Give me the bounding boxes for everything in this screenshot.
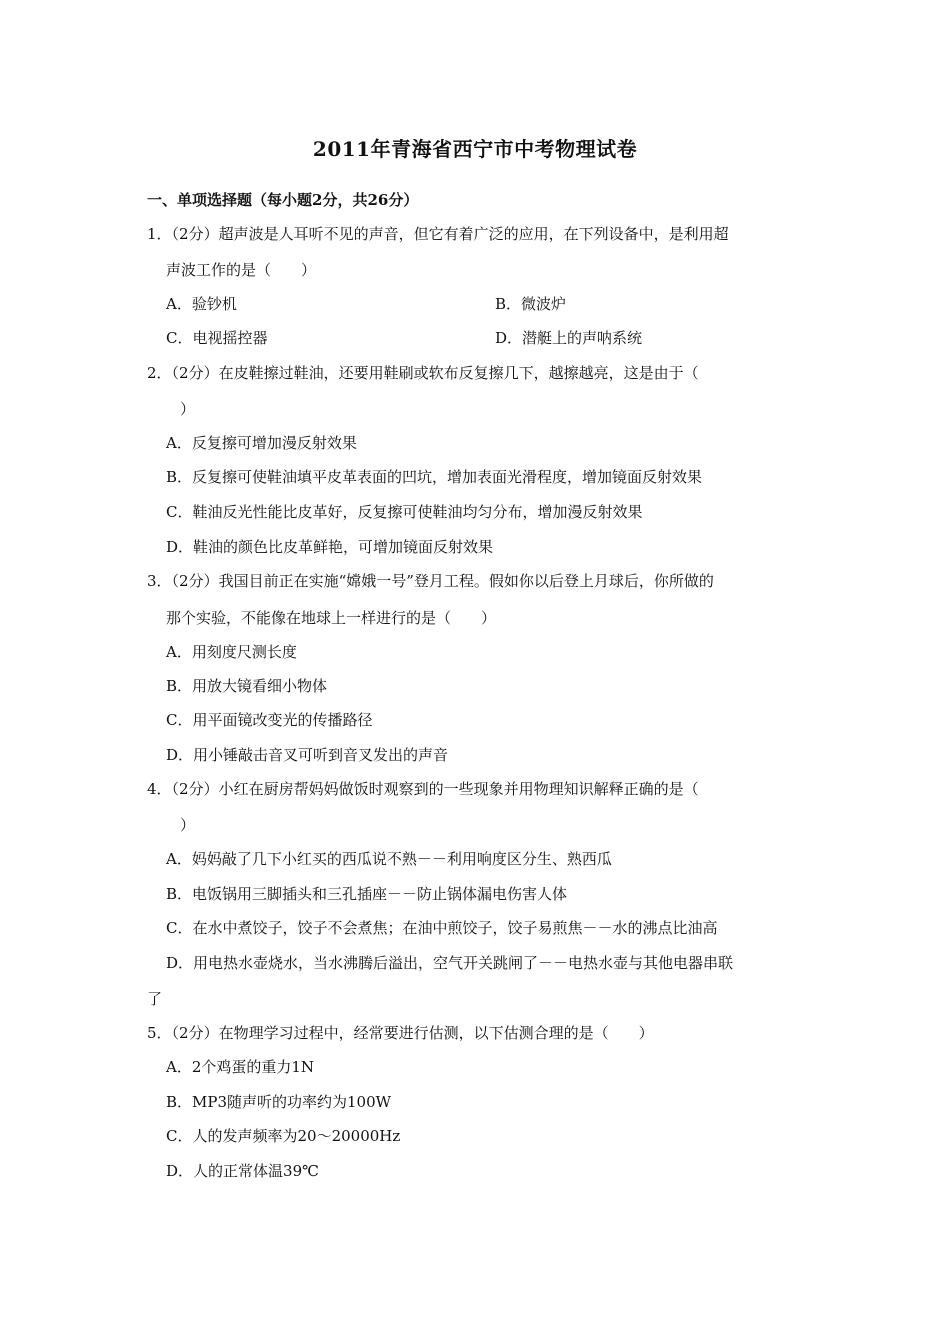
question-5-option-d: D．人的正常体温39℃ — [166, 1162, 319, 1180]
question-1-option-a: A．验钞机 — [166, 295, 237, 313]
question-1-option-c: C．电视摇控器 — [166, 329, 268, 347]
question-2-stem-cont: ） — [180, 400, 196, 418]
question-3-option-d: D．用小锤敲击音叉可听到音叉发出的声音 — [166, 746, 449, 764]
question-3-option-b: B．用放大镜看细小物体 — [166, 677, 328, 695]
question-5-option-a: A．2个鸡蛋的重力1N — [166, 1058, 315, 1076]
question-2-option-a: A．反复擦可增加漫反射效果 — [166, 434, 357, 452]
question-2-stem: 2．（2分）在皮鞋擦过鞋油，还要用鞋刷或软布反复擦几下，越擦越亮，这是由于（ — [147, 364, 699, 382]
question-3-option-a: A．用刻度尺测长度 — [166, 643, 297, 661]
section-heading: 一、单项选择题（每小题2分，共26分） — [147, 191, 419, 209]
question-1-option-d: D．潜艇上的声呐系统 — [495, 329, 643, 347]
question-2-option-b: B．反复擦可使鞋油填平皮革表面的凹坑，增加表面光滑程度，增加镜面反射效果 — [166, 468, 703, 486]
question-5-stem: 5．（2分）在物理学习过程中，经常要进行估测，以下估测合理的是（ ） — [147, 1024, 654, 1042]
page-title: 2011年青海省西宁市中考物理试卷 — [312, 137, 638, 161]
question-1-stem: 1．（2分）超声波是人耳听不见的声音，但它有着广泛的应用，在下列设备中，是利用超 — [147, 225, 729, 243]
question-3-option-c: C．用平面镜改变光的传播路径 — [166, 711, 373, 729]
question-2-option-d: D．鞋油的颜色比皮革鲜艳，可增加镜面反射效果 — [166, 538, 494, 556]
question-5-option-c: C．人的发声频率为20～20000Hz — [166, 1127, 401, 1145]
question-3-stem: 3．（2分）我国目前正在实施“嫦娥一号”登月工程。假如你以后登上月球后，你所做的 — [147, 572, 714, 590]
question-4-option-a: A．妈妈敲了几下小红买的西瓜说不熟－－利用响度区分生、熟西瓜 — [166, 850, 612, 868]
question-1-option-b: B．微波炉 — [495, 295, 567, 313]
question-4-option-d: D．用电热水壶烧水，当水沸腾后溢出，空气开关跳闸了－－电热水壶与其他电器串联 — [166, 954, 734, 972]
question-1-stem-cont: 声波工作的是（ ） — [166, 261, 317, 279]
question-4-option-c: C．在水中煮饺子，饺子不会煮焦；在油中煎饺子，饺子易煎焦－－水的沸点比油高 — [166, 919, 718, 937]
question-4-option-d-wrap: 了 — [147, 990, 163, 1008]
question-4-stem-cont: ） — [180, 816, 196, 834]
question-2-option-c: C．鞋油反光性能比皮革好，反复擦可使鞋油均匀分布，增加漫反射效果 — [166, 503, 643, 521]
question-3-stem-cont: 那个实验，不能像在地球上一样进行的是（ ） — [166, 609, 497, 627]
question-4-stem: 4．（2分）小红在厨房帮妈妈做饭时观察到的一些现象并用物理知识解释正确的是（ — [147, 780, 699, 798]
question-5-option-b: B．MP3随声听的功率约为100W — [166, 1093, 392, 1111]
question-4-option-b: B．电饭锅用三脚插头和三孔插座－－防止锅体漏电伤害人体 — [166, 885, 568, 903]
